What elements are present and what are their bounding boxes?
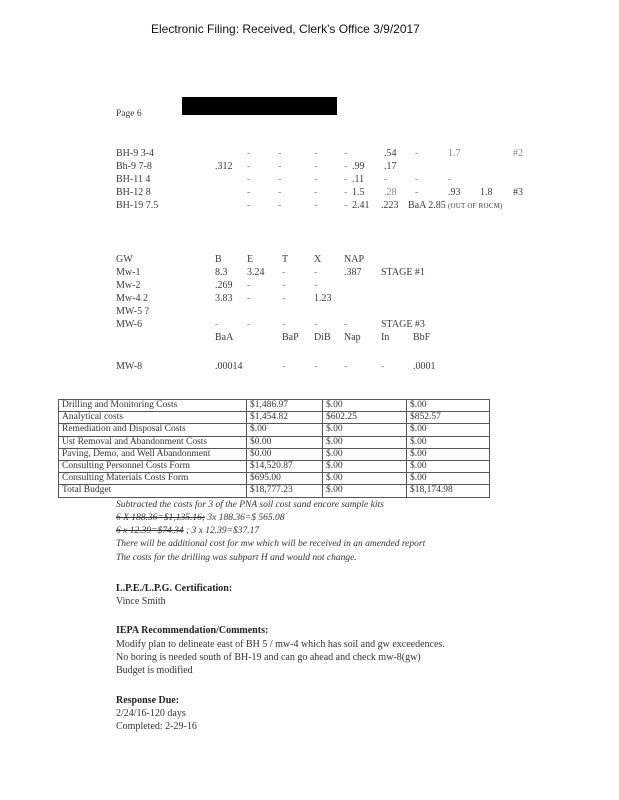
soil-row: BH-19 7.5 - - - - 2.41 .223 BaA 2.85 (OUT OF ROCM)	[116, 200, 503, 211]
boring-id: BH-9 3-4	[116, 148, 155, 159]
page-number: Page 6	[116, 109, 142, 119]
table-row: Remediation and Disposal Costs $.00 $.00 $.00	[59, 424, 490, 436]
gw-row-mw8: MW-8 .00014 - - - - .0001	[116, 361, 436, 372]
note-line: The costs for the drilling was subpart H and would not change.	[116, 553, 357, 563]
gw-row: MW-5 ?	[116, 306, 150, 317]
boring-id: BH-12 8	[116, 187, 151, 198]
redaction-bar	[182, 97, 337, 115]
gw-row: Mw-2 .269 - - -	[116, 280, 318, 291]
soil-row: BH-12 8 - - - - 1.5 .28 - .93 1.8 #3	[116, 187, 523, 198]
budget-table	[58, 399, 490, 498]
certification-name: Vince Smith	[116, 596, 166, 607]
soil-row: BH-9 3-4 - - - - .54 - 1.7 #2	[116, 148, 523, 159]
table-row: Analytical costs $1,454.82 $602.25 $852.57	[59, 412, 490, 424]
note-line: 6 X 188.36=$1,135.16; 3x 188.36=$ 565.08	[116, 513, 285, 523]
note-line: There will be additional cost for mw which will be received in an amended report	[116, 539, 426, 549]
response-title: Response Due:	[116, 695, 180, 706]
gw-row: MW-6 - - - - - STAGE #3	[116, 319, 425, 330]
note-line: Subtracted the costs for 3 of the PNA soil cost sand encore sample kits	[116, 500, 384, 510]
table-row: Paving, Demo, and Well Abandonment $0.00 $.00 $.00	[59, 448, 490, 460]
table-row: Consulting Materials Costs Form $695.00 $.00 $.00	[59, 473, 490, 485]
soil-row: Bh-9 7-8 .312 - - - - .99 .17	[116, 161, 397, 172]
response-line: Completed: 2-29-16	[116, 721, 197, 732]
boring-id: BH-11 4	[116, 174, 151, 185]
certification-title: L.P.E./L.P.G. Certification:	[116, 583, 233, 594]
gw-header-row: GW B E T X NAP	[116, 254, 365, 265]
iepa-line: Modify plan to delineate east of BH 5 / mw-4 which has soil and gw exceedences.	[116, 639, 445, 650]
iepa-line: Budget is modified	[116, 665, 193, 676]
boring-id: BH-19 7.5	[116, 200, 159, 211]
response-line: 2/24/16-120 days	[116, 708, 186, 719]
gw-row: Mw-4 2 3.83 - - 1.23	[116, 293, 332, 304]
table-row-total: Total Budget $18,777.23 $.00 $18,174.98	[59, 485, 490, 497]
table-row: Ust Removal and Abandonment Costs $0.00 $.00 $.00	[59, 436, 490, 448]
soil-row: BH-11 4 - - - - .11 - - -	[116, 174, 452, 185]
gw-subheader-row: BaA BaP DiB Nap In BbF	[215, 332, 431, 343]
note-line: 6 x 12.39=$74.34 ; 3 x 12.39=$37.17	[116, 526, 260, 536]
table-row: Consulting Personnel Costs Form $14,520.87 $.00 $.00	[59, 461, 490, 473]
filing-header: Electronic Filing: Received, Clerk's Office 3/9/2017	[151, 22, 420, 36]
iepa-line: No boring is needed south of BH-19 and can go ahead and check mw-8(gw)	[116, 652, 421, 663]
gw-row: Mw-1 8.3 3.24 - - .387 STAGE #1	[116, 267, 425, 278]
iepa-title: IEPA Recommendation/Comments:	[116, 625, 269, 636]
table-row: Drilling and Monitoring Costs $1,486.97 $.00 $.00	[59, 400, 490, 412]
boring-id: Bh-9 7-8	[116, 161, 152, 172]
